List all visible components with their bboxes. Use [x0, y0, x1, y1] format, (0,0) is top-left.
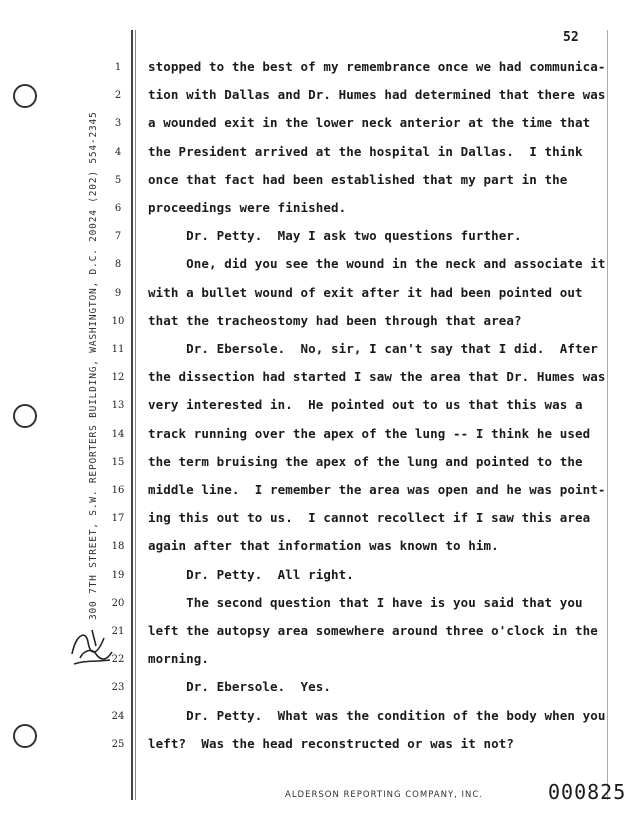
document-number: 000825	[548, 780, 627, 804]
right-margin-rule	[607, 30, 608, 800]
transcript-line: that the tracheostomy had been through that area?	[148, 312, 522, 328]
footer-company: ALDERSON REPORTING COMPANY, INC.	[285, 790, 484, 800]
line-number: 6	[114, 203, 122, 214]
line-number: 22	[111, 654, 125, 666]
line-number: 10	[111, 315, 125, 327]
transcript-line: Dr. Petty. All right.	[148, 566, 354, 582]
punch-hole-bottom	[13, 724, 37, 748]
transcript-line: One, did you see the wound in the neck and associate it	[148, 256, 606, 272]
transcript-line: Dr. Petty. What was the condition of the body when you	[148, 707, 606, 723]
line-number: 14	[111, 428, 125, 440]
transcript-line: stopped to the best of my remembrance once we had communica-	[148, 59, 606, 74]
margin-address: 300 7TH STREET, S.W. REPORTERS BUILDING, WASHINGTON, D.C. 20024 (202) 554-2345	[88, 111, 99, 620]
line-number: 13	[111, 400, 125, 412]
line-number: 24	[111, 710, 125, 722]
transcript-line: track running over the apex of the lung -- I think he used	[148, 425, 591, 441]
transcript-line: The second question that I have is you said that you	[148, 594, 583, 610]
line-number: 23	[111, 682, 125, 694]
transcript-line: middle line. I remember the area was open and he was point-	[148, 482, 606, 497]
transcript-line: tion with Dallas and Dr. Humes had determined that there was	[148, 87, 606, 103]
line-number: 12	[111, 372, 125, 384]
margin-rule-inner	[135, 30, 136, 800]
transcript-line: very interested in. He pointed out to us that this was a	[148, 397, 583, 413]
transcript-line: with a bullet wound of exit after it had been pointed out	[148, 284, 583, 300]
line-number: 15	[111, 456, 125, 468]
handwritten-initials-icon	[66, 624, 116, 668]
transcript-line: Dr. Ebersole. No, sir, I can't say that I did. After	[148, 341, 598, 356]
line-number: 17	[111, 513, 125, 525]
line-number: 1	[114, 62, 122, 73]
transcript-line: morning.	[148, 651, 210, 667]
transcript-line: proceedings were finished.	[148, 200, 347, 215]
line-number: 9	[114, 287, 122, 299]
transcript-line: the term bruising the apex of the lung and pointed to the	[148, 453, 583, 469]
line-number: 20	[111, 597, 125, 609]
line-number: 25	[111, 738, 125, 750]
punch-hole-top	[13, 84, 37, 108]
transcript-line: left the autopsy area somewhere around three o'clock in the	[148, 623, 598, 638]
line-number: 21	[111, 626, 125, 637]
transcript-line: Dr. Petty. May I ask two questions further.	[148, 228, 522, 244]
page-number: 52	[563, 30, 579, 45]
punch-hole-middle	[13, 404, 37, 428]
line-number: 18	[111, 541, 125, 553]
transcript-line: Dr. Ebersole. Yes.	[148, 679, 332, 695]
line-number: 5	[114, 174, 122, 186]
line-number: 4	[114, 146, 122, 158]
line-number: 2	[114, 90, 122, 102]
transcript-line: again after that information was known to him.	[148, 538, 499, 554]
transcript-line: the President arrived at the hospital in Dallas. I think	[148, 143, 583, 159]
line-number: 8	[114, 259, 122, 271]
transcript-line: once that fact had been established that my part in the	[148, 171, 568, 187]
margin-rule	[131, 30, 133, 800]
transcript-line: ing this out to us. I cannot recollect if I saw this area	[148, 510, 591, 526]
line-number: 7	[114, 231, 122, 243]
line-number: 3	[114, 118, 122, 130]
line-number: 19	[111, 569, 125, 581]
line-number: 11	[111, 344, 125, 355]
transcript-line: a wounded exit in the lower neck anterior at the time that	[148, 115, 591, 131]
line-number: 16	[111, 485, 125, 496]
transcript-line: left? Was the head reconstructed or was it not?	[148, 735, 515, 751]
transcript-line: the dissection had started I saw the area that Dr. Humes was	[148, 369, 606, 385]
